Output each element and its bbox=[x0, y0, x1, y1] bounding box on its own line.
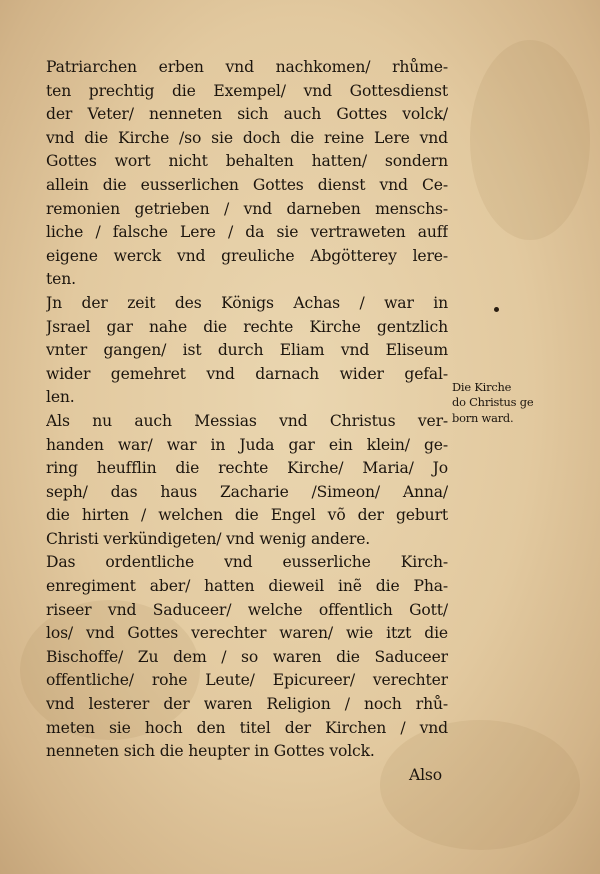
text-line: remonien getrieben / vnd darneben menschs- bbox=[46, 199, 448, 218]
text-line: wider gemehret vnd darnach wider gefal- bbox=[46, 364, 448, 383]
text-line: liche / falsche Lere / da sie vertraweten auff bbox=[46, 223, 448, 242]
text-line: ten. bbox=[46, 270, 76, 289]
paper-stain bbox=[470, 40, 590, 240]
text-line: eigene werck vnd greuliche Abgötterey lere- bbox=[46, 246, 448, 265]
text-line: meten sie hoch den titel der Kirchen / vnd bbox=[46, 718, 448, 737]
text-line: nenneten sich die heupter in Gottes volck. bbox=[46, 742, 375, 761]
text-line: ring heufflin die rechte Kirche/ Maria/ Jo bbox=[46, 459, 448, 478]
text-line: der Veter/ nenneten sich auch Gottes volck/ bbox=[46, 105, 448, 124]
text-line: ten prechtig die Exempel/ vnd Gottesdienst bbox=[46, 81, 448, 100]
marginal-note-line: Die Kirche bbox=[452, 380, 512, 394]
text-line: Gottes wort nicht behalten hatten/ sondern bbox=[46, 152, 448, 171]
paragraph-start-line: Das ordentliche vnd eusserliche Kirch- bbox=[46, 553, 448, 572]
text-line: die hirten / welchen die Engel võ der geburt bbox=[46, 506, 448, 525]
text-line: vnter gangen/ ist durch Eliam vnd Eliseum bbox=[46, 341, 448, 360]
text-line: len. bbox=[46, 388, 75, 407]
marginal-note-line: born ward. bbox=[452, 410, 514, 425]
text-line: handen war/ war in Juda gar ein klein/ ge- bbox=[46, 435, 448, 454]
text-line: Christi verkündigeten/ vnd wenig andere. bbox=[46, 529, 371, 548]
text-line: vnd die Kirche /so sie doch die reine Lere vnd bbox=[46, 128, 448, 147]
text-line: allein die eusserlichen Gottes dienst vnd Ce- bbox=[46, 175, 448, 194]
marginal-note-line: do Christus ge bbox=[452, 395, 534, 410]
paragraph-start-line: Jn der zeit des Königs Achas / war in bbox=[46, 293, 448, 312]
text-line: offentliche/ rohe Leute/ Epicureer/ verechter bbox=[46, 671, 448, 690]
text-line: los/ vnd Gottes verechter waren/ wie itzt die bbox=[46, 624, 448, 643]
text-line: Bischoffe/ Zu dem / so waren die Saduceer bbox=[46, 647, 448, 666]
text-line: enregiment aber/ hatten dieweil inẽ die Pha- bbox=[46, 577, 448, 596]
ink-dot bbox=[494, 307, 499, 312]
text-line: seph/ das haus Zacharie /Simeon/ Anna/ bbox=[46, 482, 448, 501]
catchword: Also bbox=[408, 765, 442, 784]
text-line: vnd lesterer der waren Religion / noch rhů- bbox=[46, 695, 448, 714]
marginal-note bbox=[452, 380, 562, 426]
main-text-block bbox=[46, 56, 448, 787]
paragraph-start-line: Als nu auch Messias vnd Christus ver- bbox=[46, 411, 448, 430]
text-line: Patriarchen erben vnd nachkomen/ rhůme- bbox=[46, 58, 448, 76]
text-line: riseer vnd Saduceer/ welche offentlich Gott/ bbox=[46, 600, 448, 619]
text-line: Jsrael gar nahe die rechte Kirche gentzlich bbox=[46, 317, 448, 336]
